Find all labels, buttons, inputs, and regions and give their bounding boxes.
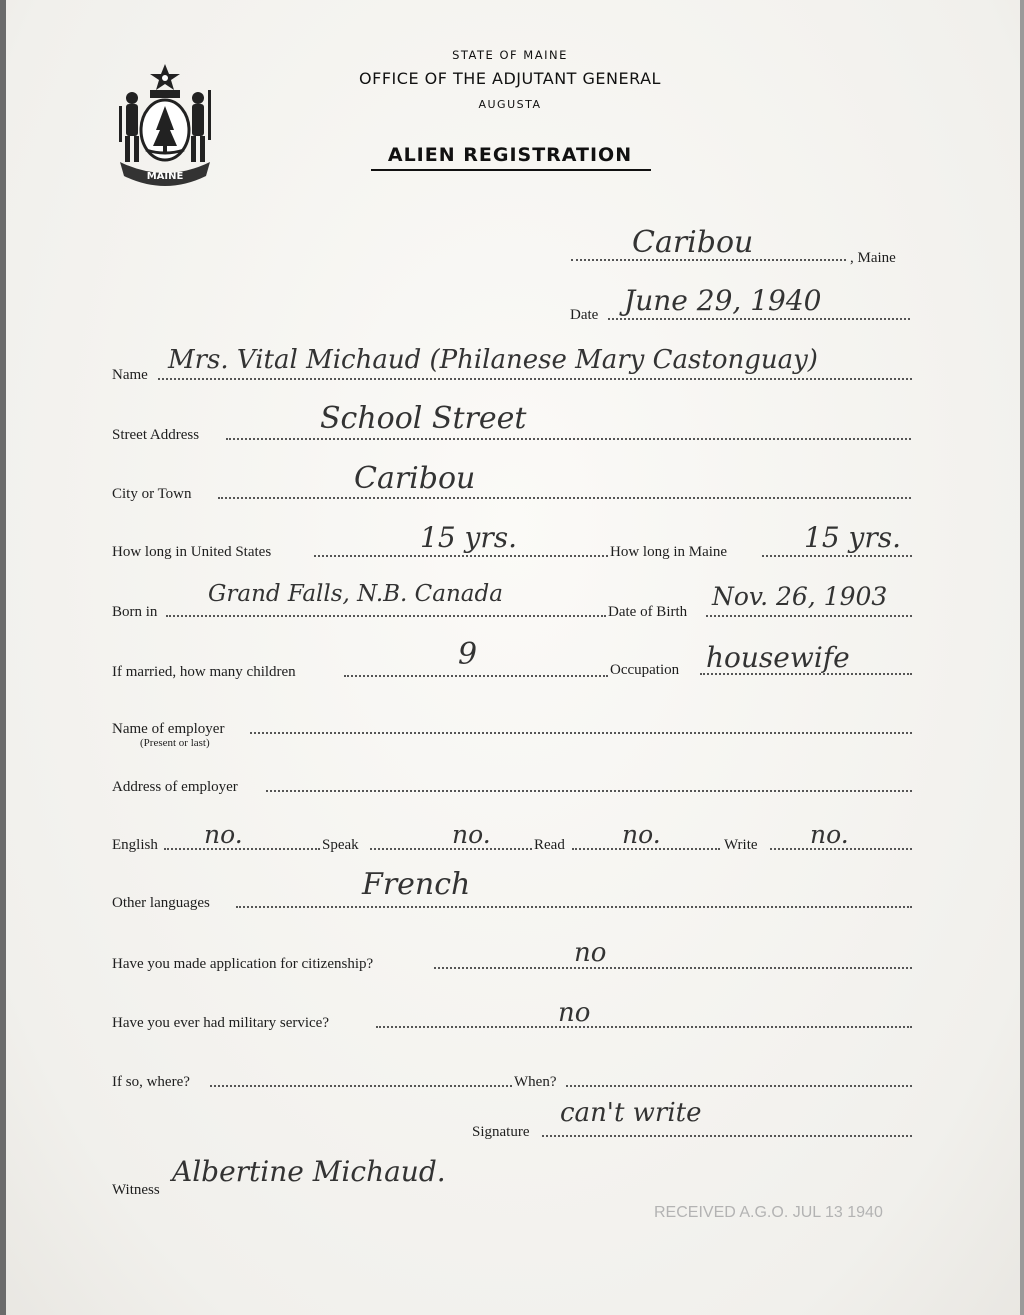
citizenship-value[interactable]: no [574,938,607,968]
name-value[interactable]: Mrs. Vital Michaud (Philanese Mary Castonguay) [168,345,818,375]
speak-label: Speak [322,837,359,853]
city-or-town-label: City or Town [112,486,192,502]
seal-banner-text: MAINE [146,171,184,182]
when-label: When? [514,1074,557,1090]
english-value[interactable]: no. [204,820,243,849]
occupation-value[interactable]: housewife [706,641,850,674]
maine-suffix-label: , Maine [850,250,896,266]
military-line [376,1026,912,1028]
born-in-line [166,615,606,617]
other-languages-value[interactable]: French [362,867,471,902]
city-heading: AUGUSTA [478,98,542,111]
if-so-where-line [210,1085,512,1087]
date-value[interactable]: June 29, 1940 [624,284,822,317]
form-title: ALIEN REGISTRATION [387,144,633,166]
read-value[interactable]: no. [622,820,661,849]
witness-value[interactable]: Albertine Michaud. [172,1155,446,1188]
speak-value[interactable]: no. [452,820,491,849]
employer-name-label: Name of employer [112,721,225,737]
employer-name-line [250,732,912,734]
military-label: Have you ever had military service? [112,1015,329,1031]
how-long-us-label: How long in United States [112,544,272,560]
city-or-town-line [218,497,911,499]
street-address-label: Street Address [112,427,200,443]
signature-line [542,1135,912,1137]
scan-edge-right [1020,0,1024,1315]
other-languages-label: Other languages [112,895,210,911]
date-label: Date [570,307,599,323]
date-of-birth-label: Date of Birth [608,604,688,620]
date-of-birth-line [706,615,912,617]
employer-address-line [266,790,912,792]
speak-line [370,848,532,850]
received-stamp: RECEIVED A.G.O. JUL 13 1940 [654,1204,883,1221]
place-value[interactable]: Caribou [632,225,754,260]
how-long-maine-label: How long in Maine [610,544,728,560]
when-line [566,1085,912,1087]
signature-value[interactable]: can't write [560,1098,702,1128]
how-long-us-line [314,555,608,557]
born-in-label: Born in [112,604,158,620]
occupation-label: Occupation [610,662,680,678]
maine-state-seal-icon [110,60,220,188]
english-label: English [112,837,158,853]
how-long-us-value[interactable]: 15 yrs. [420,521,518,554]
name-label: Name [112,367,148,383]
children-label: If married, how many children [112,664,296,680]
employer-address-label: Address of employer [112,779,238,795]
employer-name-note: (Present or last) [140,737,210,749]
how-long-maine-line [762,555,912,557]
witness-label: Witness [112,1182,160,1198]
date-line [608,318,910,320]
other-languages-line [236,906,912,908]
street-address-line [226,438,911,440]
write-label: Write [724,837,758,853]
signature-label: Signature [472,1124,530,1140]
how-long-maine-value[interactable]: 15 yrs. [804,521,902,554]
born-in-value[interactable]: Grand Falls, N.B. Canada [208,581,503,607]
title-underline [371,169,651,171]
office-heading: OFFICE OF THE ADJUTANT GENERAL [359,69,661,88]
children-value[interactable]: 9 [458,637,478,672]
name-line [158,378,912,380]
city-or-town-value[interactable]: Caribou [354,461,476,496]
children-line [344,675,608,677]
if-so-where-label: If so, where? [112,1074,190,1090]
citizenship-label: Have you made application for citizenship? [112,956,374,972]
date-of-birth-value[interactable]: Nov. 26, 1903 [712,582,888,611]
state-heading: STATE OF MAINE [452,48,568,62]
street-address-value[interactable]: School Street [320,401,527,436]
scan-edge-left [0,0,6,1315]
military-value[interactable]: no [558,998,591,1028]
read-label: Read [534,837,565,853]
write-value[interactable]: no. [810,820,849,849]
citizenship-line [434,967,912,969]
